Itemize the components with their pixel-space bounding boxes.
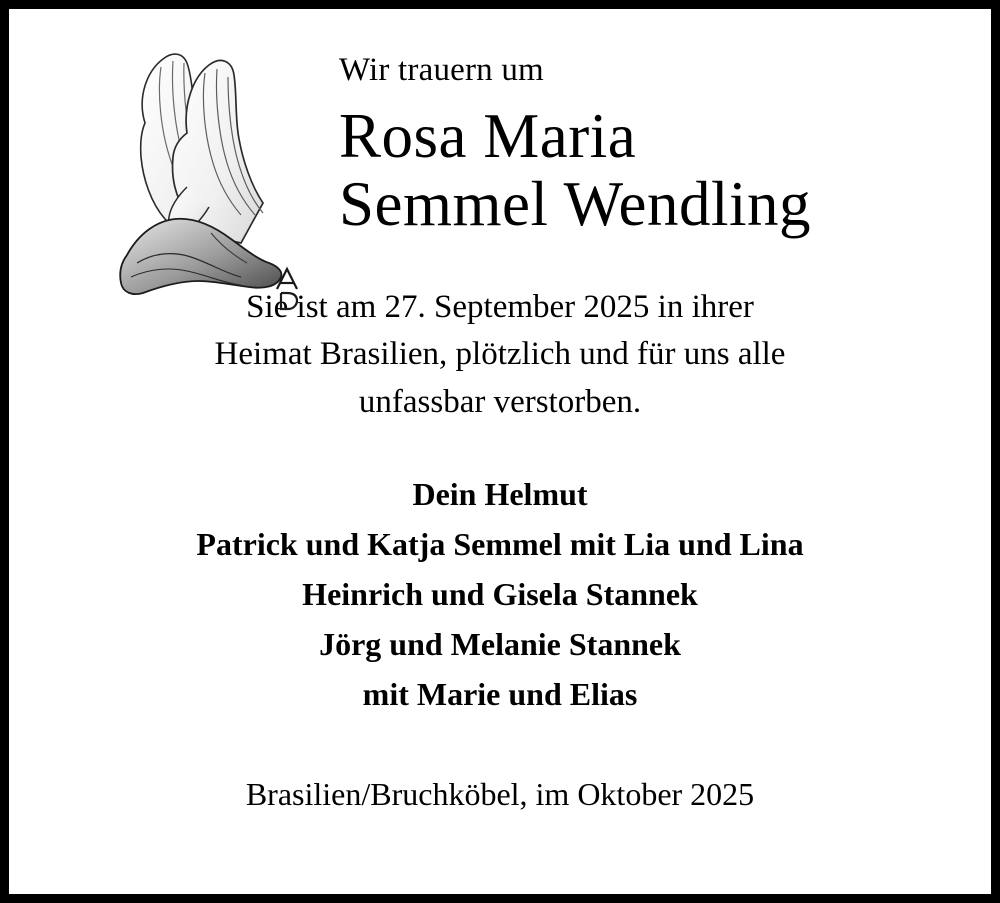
death-text-line-2: Heimat Brasilien, plötzlich und für uns alle [214,336,786,373]
praying-hands-icon [91,37,311,317]
family-line-3: Heinrich und Gisela Stannek [302,576,698,613]
family-block [39,470,961,720]
place-and-date: Brasilien/Bruchköbel, im Oktober 2025 [245,775,755,812]
intro-line: Wir trauern um [339,52,544,88]
obituary-inner [9,9,991,894]
death-text-line-3: unfassbar verstorben. [358,383,642,420]
deceased-name-line-2: Semmel Wendling [339,169,811,240]
family-line-5: mit Marie und Elias [362,675,638,712]
header-block [339,27,961,240]
family-line-2: Patrick und Katja Semmel mit Lia und Lina [196,526,804,563]
death-text-line-1: Sie ist am 27. September 2025 in ihrer [246,288,754,325]
family-line-4: Jörg und Melanie Stannek [319,625,681,662]
deceased-name-line-1: Rosa Maria [339,100,637,171]
family-line-1: Dein Helmut [412,476,588,513]
